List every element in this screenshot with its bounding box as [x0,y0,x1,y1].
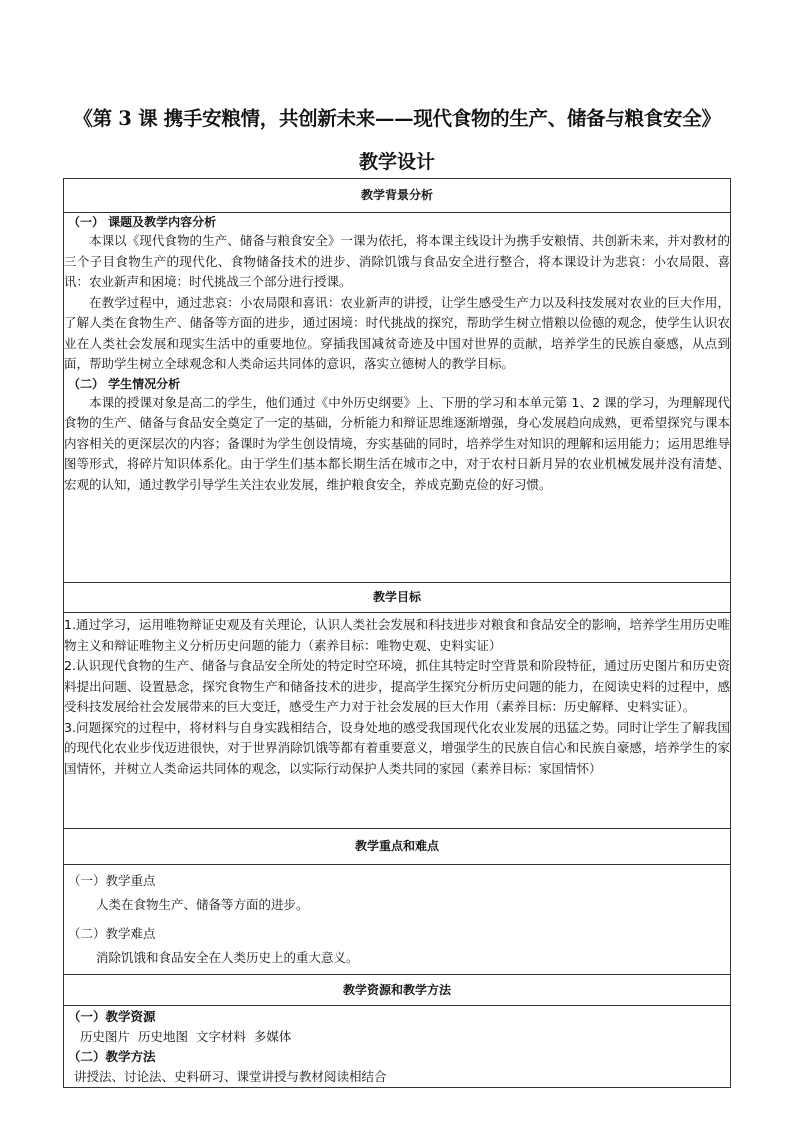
subsection-title-focus: （一）教学重点 [68,873,156,888]
paragraph: 本课以《现代食物的生产、储备与粮食安全》一课为依托，将本课主线设计为携手安粮情、共创新未来，并对教材的三个子目食物生产的现代化、食物储备技术的进步、消除饥饿与食品安全进行整合，将本课设计为悲哀：小农局限、喜讯：农业新声和困境：时代挑战三个部分进行授课。 [64,233,730,289]
section-heading-resources: 教学资源和教学方法 [64,975,731,1006]
focus-text: 人类在食物生产、储备等方面的进步。 [96,897,309,912]
section-body-key-points [64,865,731,975]
paragraph: 在教学过程中，通过悲哀：小农局限和喜讯：农业新声的讲授，让学生感受生产力以及科技发展对农业的巨大作用，了解人类在食物生产、储备等方面的进步，通过困境：时代挑战的探究，帮助学生树立惜粮以俭德的观念，使学生认识农业在人类社会发展和现实生活中的重要地位。穿插我国减贫奇迹及中国对世界的贡献，培养学生的民族自豪感，从点到面，帮助学生树立全球观念和人类命运共同体的意识，落实立德树人的教学目标。 [64,294,730,371]
subsection-title-content-analysis: （一） 课题及教学内容分析 [68,215,217,229]
section-body-resources [64,1006,731,1088]
methods-text: 讲授法、讨论法、史料研习、课堂讲授与教材阅读相结合 [74,1069,387,1084]
difficulty-text: 消除饥饿和食品安全在人类历史上的重大意义。 [96,950,359,965]
section-body-objectives [64,613,731,829]
document-title: 《第 3 课 携手安粮情，共创新未来——现代食物的生产、储备与粮食安全》 [73,107,721,130]
section-heading-background: 教学背景分析 [64,179,731,213]
subsection-title-difficulty: （二）教学难点 [68,926,156,941]
objective-item: 3.问题探究的过程中，将材料与自身实践相结合，设身处地的感受我国现代化农业发展的迅猛之势。同时让学生了解我国的现代化农业步伐迈进很快，对于世界消除饥饿等都有着重要意义，增强学生的民族自信心和民族自豪感，培养学生的家国情怀，并树立人类命运共同体的观念，以实际行动保护人类共同的家园（素养目标：家国情怀） [64,719,730,776]
objective-item: 2.认识现代食物的生产、储备与食品安全所处的特定时空环境，抓住其特定时空背景和阶段特征，通过历史图片和历史资料提出问题、设置悬念，探究食物生产和储备技术的进步，提高学生探究分析历史问题的能力，在阅读史料的过程中，感受科技发展给社会发展带来的巨大变迁，感受生产力对于社会发展的巨大作用（素养目标：历史解释、史料实证）。 [64,658,730,714]
section-heading-objectives: 教学目标 [64,583,731,613]
section-body-background [64,213,731,583]
objective-item: 1.通过学习，运用唯物辩证史观及有关理论，认识人类社会发展和科技进步对粮食和食品安全的影响，培养学生用历史唯物主义和辩证唯物主义分析历史问题的能力（素养目标：唯物史观、史料实证） [64,617,730,653]
subsection-title-methods: （二）教学方法 [68,1049,156,1064]
design-table [63,178,731,1088]
resources-text: 历史图片 历史地图 文字材料 多媒体 [80,1029,292,1044]
document-subtitle: 教学设计 [358,151,435,173]
section-heading-key-points: 教学重点和难点 [64,829,731,865]
subsection-title-resources: （一）教学资源 [68,1009,156,1024]
subsection-title-student-analysis: （二） 学生情况分析 [68,376,181,391]
paragraph: 本课的授课对象是高二的学生，他们通过《中外历史纲要》上、下册的学习和本单元第 1、2 课的学习，为理解现代食物的生产、储备与食品安全奠定了一定的基础，分析能力和辩证思维逐渐增强，身心发展趋向成熟，更希望探究与课本内容相关的更深层次的内容；备课时为学生创设情境，夯实基础的同时，培养学生对知识的理解和运用能力；运用思维导图等形式，将碎片知识体系化。由于学生们基本都长期生活在城市之中，对于农村日新月异的农业机械发展并没有清楚、宏观的认知，通过教学引导学生关注农业发展，维护粮食安全，养成克勤克俭的好习惯。 [64,394,730,492]
